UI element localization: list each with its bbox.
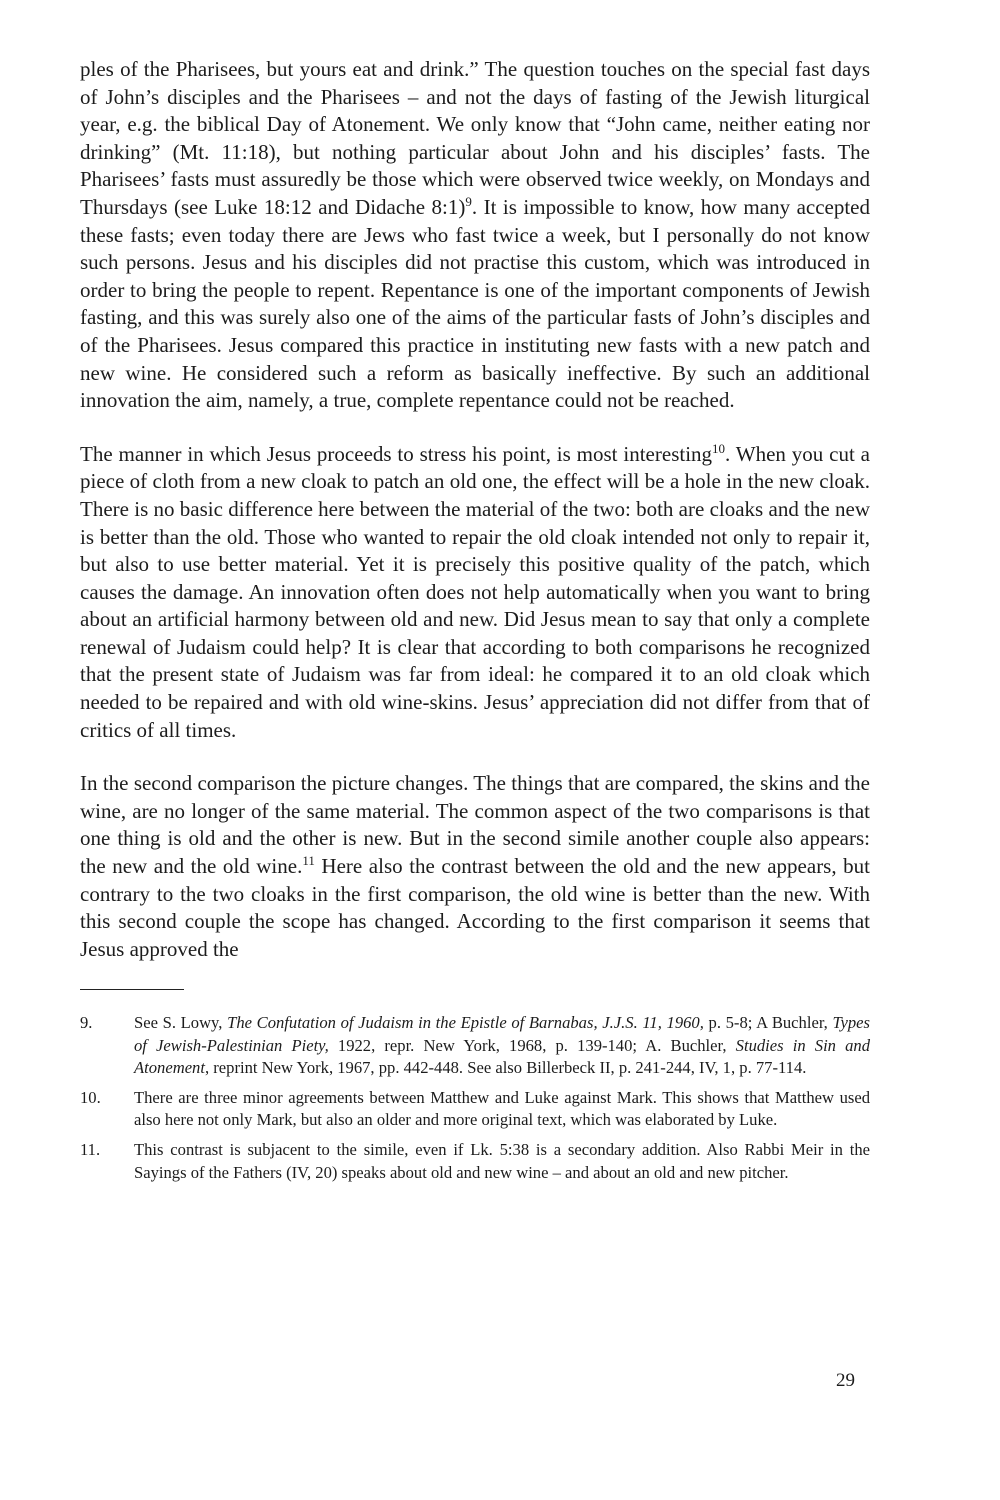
text-run: In the second comparison the picture changes. The things that are compared, the skins and the wine, are no longer of the same material. The common aspect of the two comparisons is that one thing is old and the other is new. But in the second simile another couple also appears: the new and the old wine. xyxy=(80,771,870,879)
page-number: 29 xyxy=(836,1370,855,1391)
paragraph xyxy=(80,770,870,963)
text-run: , reprint New York, 1967, pp. 442-448. See also Billerbeck II, p. 241-244, IV, 1, p. 77-114. xyxy=(204,1057,807,1077)
text-run: p. 5-8; A Buchler, xyxy=(703,1013,833,1033)
footnote-separator xyxy=(80,989,184,990)
text-run: Here also the contrast between the old and the new appears, but contrary to the two cloaks in the first comparison, the old wine is better than the new. With this second couple the scope has changed. According to the first comparison it seems that Jesus approved the xyxy=(80,854,871,961)
text-run: See S. Lowy, xyxy=(134,1013,228,1033)
italic-title: The Confutation of Judaism in the Epistle of Barnabas, J.J.S. 11, 1960, xyxy=(227,1013,704,1033)
text-run: There are three minor agreements between Matthew and Luke against Mark. This shows that Matthew used also here not only Mark, but also an older and more original text, which was elaborated by Luke. xyxy=(134,1088,870,1130)
text-run: . It is impossible to know, how many accepted these fasts; even today there are Jews who fast twice a week, but I personally do not know such persons. Jesus and his disciples did not practise this custom, which was introduced in order to bring the people to repent. Repentance is one of the important components of Jewish fasting, and this was surely also one of the aims of the particular fasts of John’s disciples and of the Pharisees. Jesus compared this practice in instituting new fasts with a new patch and new wine. He considered such a reform as basically ineffective. By such an additional innovation the aim, namely, a true, complete repentance could not be reached. xyxy=(80,194,871,413)
text-run: . When you cut a piece of cloth from a new cloak to patch an old one, the effect will be a hole in the new cloak. There is no basic difference here between the material of the two: both are cloaks and the new is better than the old. Those who wanted to repair the old cloak intended not only to repair it, but also to use better material. Yet it is precisely this positive quality of the patch, which causes the damage. An innovation often does not help automatically when you want to bring about an artificial harmony between old and new. Did Jesus mean to say that only a complete renewal of Judaism could help? It is clear that according to both comparisons he recognized that the present state of Judaism was far from ideal: he compared it to an old cloak which needed to be repaired and with old wine-skins. Jesus’ appreciation did not differ from that of critics of all times. xyxy=(80,441,870,742)
footnote-text xyxy=(134,1012,870,1079)
footnotes xyxy=(80,1012,870,1183)
text-run: ples of the Pharisees, but yours eat and drink.” The question touches on the special fast days of John’s disciples and the Pharisees – and not the days of fasting of the Jewish liturgical year, e.g. the biblical Day of Atonement. We only know that “John came, neither eating nor drinking” (Mt. 11:18), but nothing particular about John and his disciples’ fasts. The Pharisees’ fasts must assuredly be those which were observed twice weekly, on Mondays and Thursdays (see Luke 18:12 and Didache 8:1) xyxy=(80,57,870,219)
footnote-number: 11. xyxy=(80,1140,101,1160)
body-text xyxy=(80,56,870,963)
footnote-text xyxy=(134,1139,870,1183)
footnote-text xyxy=(134,1087,870,1131)
footnote-ref[interactable]: 9 xyxy=(465,193,472,209)
text-run: 1922, repr. New York, 1968, p. 139-140; A. Buchler, xyxy=(328,1035,736,1055)
paragraph xyxy=(80,56,870,415)
document-page xyxy=(80,56,870,1192)
footnote-number: 9. xyxy=(80,1013,93,1033)
footnote-ref[interactable]: 11 xyxy=(302,853,315,869)
footnote-number: 10. xyxy=(80,1088,101,1108)
footnote-item xyxy=(80,1012,870,1079)
footnote-ref[interactable]: 10 xyxy=(712,440,726,456)
footnote-item xyxy=(80,1087,870,1131)
footnote-item xyxy=(80,1139,870,1183)
italic-title: Studies in Sin and Atonement xyxy=(134,1035,870,1077)
text-run: This contrast is subjacent to the simile, even if Lk. 5:38 is a secondary addition. Also Rabbi Meir in the Sayings of the Fathers (IV, 20) speaks about old and new wine – and about an old and new pitcher. xyxy=(134,1140,870,1182)
italic-title: Types of Jewish-Palestinian Piety, xyxy=(134,1013,870,1055)
paragraph xyxy=(80,441,870,745)
text-run: The manner in which Jesus proceeds to stress his point, is most interesting xyxy=(80,441,713,466)
